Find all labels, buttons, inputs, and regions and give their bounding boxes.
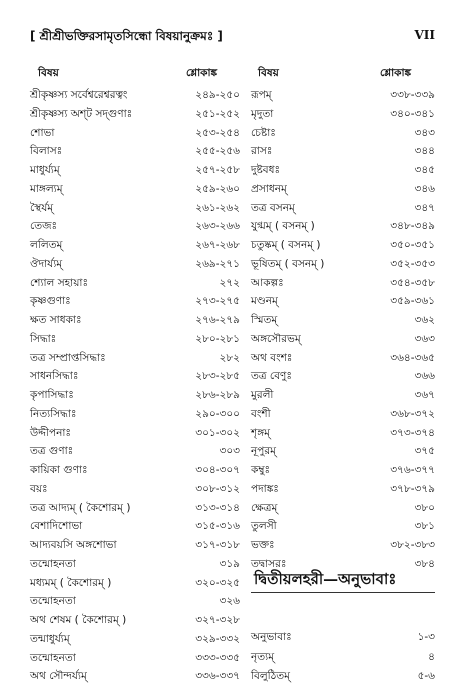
verse-ref: ৩২০-৩২৫ — [195, 577, 240, 589]
topic-name: অথ বংশঃ — [251, 352, 293, 364]
topic-name: মাঙ্গল্যম্ — [30, 183, 63, 195]
index-row — [30, 144, 240, 164]
index-row — [251, 201, 435, 221]
verse-ref: ৩৮৪ — [414, 558, 435, 570]
verse-ref: ৩৫৯-৩৬১ — [390, 295, 435, 307]
index-row — [30, 201, 240, 221]
verse-ref: ২৬৭-২৬৮ — [195, 239, 240, 251]
verse-ref: ৩৬৭ — [414, 389, 435, 401]
index-row — [251, 501, 435, 521]
index-row — [251, 630, 435, 650]
topic-name: রূপম্ — [251, 89, 272, 101]
verse-ref: ৩৩৩-৩৩৫ — [195, 652, 240, 664]
topic-name: তত্র সম্প্রাপ্তসিদ্ধাঃ — [30, 352, 106, 364]
topic-name: মৃদুতা — [251, 108, 274, 120]
index-row — [251, 107, 435, 127]
topic-name: নূপুরম্ — [251, 445, 277, 457]
verse-ref: ২৯০-৩০০ — [195, 408, 240, 420]
index-row — [251, 182, 435, 202]
index-row — [30, 369, 240, 389]
verse-ref: ২৭৩-২৭৫ — [195, 295, 240, 307]
topic-name: সাধনসিদ্ধাঃ — [30, 370, 79, 382]
index-row — [251, 351, 435, 371]
index-row — [30, 669, 240, 689]
verse-ref: ৩৬৪-৩৬৫ — [390, 352, 435, 364]
verse-ref: ২৭২ — [219, 277, 240, 289]
index-row — [30, 519, 240, 539]
verse-ref: ৩৬২ — [414, 314, 435, 326]
index-row — [251, 238, 435, 258]
topic-name: উদ্দীপনাঃ — [30, 427, 71, 439]
page-header — [30, 28, 435, 50]
topic-name: সিদ্ধাঃ — [30, 333, 57, 345]
index-row — [251, 294, 435, 314]
topic-name: রাসঃ — [251, 145, 273, 157]
verse-ref: ৩৬৮-৩৭২ — [390, 408, 435, 420]
verse-ref: ৩৪৩ — [414, 127, 435, 139]
topic-name: ক্ষত সাধকাঃ — [30, 314, 82, 326]
index-row — [30, 463, 240, 483]
index-row — [251, 257, 435, 277]
page-number: VII — [414, 28, 435, 42]
index-row — [30, 313, 240, 333]
verse-ref: ২৫১-২৫২ — [195, 108, 240, 120]
verse-ref: ৩১৫-৩১৬ — [195, 520, 240, 532]
index-row — [30, 651, 240, 671]
index-row — [251, 276, 435, 296]
topic-name: তত্র আদ্যম্ ( কৈশোরম্ ) — [30, 502, 131, 514]
topic-name: কৃপাসিদ্ধাঃ — [30, 389, 74, 401]
index-row — [251, 519, 435, 539]
header-title: [ শ্রীশ্রীভক্তিরসামৃতসিন্ধো বিষয়ানুক্রমঃ ] — [30, 29, 223, 43]
verse-ref: ৩৭৬-৩৭৭ — [390, 464, 435, 476]
topic-name: আকল্পঃ — [251, 277, 284, 289]
index-row — [30, 107, 240, 127]
topic-name: বয়ঃ — [30, 483, 48, 495]
topic-name: যুগ্মম্ ( বসনম্ ) — [251, 220, 315, 232]
verse-ref: ২৮২ — [219, 352, 240, 364]
verse-ref: ৩১৩-৩১৪ — [195, 502, 240, 514]
topic-name: শৃঙ্গম্ — [251, 427, 271, 439]
verse-ref: ২৮০-২৮১ — [195, 333, 240, 345]
verse-ref: ২৬৯-২৭১ — [195, 258, 240, 270]
topic-name: তন্মাধুর্য্যম্ — [30, 633, 70, 645]
verse-ref: ২৫৩-২৫৪ — [195, 127, 240, 139]
topic-name: তন্মোহনতা — [30, 558, 76, 570]
topic-name: শ্যোল সহায়াঃ — [30, 277, 89, 289]
verse-ref: ৩১৭-৩১৮ — [195, 539, 240, 551]
topic-name: কম্বুঃ — [251, 464, 271, 476]
topic-name: শ্রীকৃষ্ণস্য অশ্ট সদ্গুণাঃ — [30, 108, 133, 120]
left-subject-header: বিষয় — [38, 67, 59, 79]
verse-ref: ২৫৯-২৬০ — [195, 183, 240, 195]
index-row — [30, 351, 240, 371]
verse-ref: ১-৩ — [417, 631, 435, 643]
verse-ref: ৩৩৬-৩৩৭ — [195, 670, 240, 682]
index-row — [30, 294, 240, 314]
index-row — [251, 144, 435, 164]
index-row — [30, 576, 240, 596]
verse-ref: ২৬৩-২৬৬ — [195, 220, 240, 232]
index-row — [30, 163, 240, 183]
verse-ref: ৩০৮-৩১২ — [195, 483, 240, 495]
index-row — [251, 444, 435, 464]
index-row — [251, 219, 435, 239]
topic-name: তদ্বাসরঃ — [251, 558, 287, 570]
topic-name: প্রসাধনম্ — [251, 183, 287, 195]
topic-name: কৃষ্ণগুণাঃ — [30, 295, 71, 307]
index-row — [30, 632, 240, 652]
verse-ref: ৩০৩ — [219, 445, 240, 457]
topic-name: কায়িকা গুণাঃ — [30, 464, 88, 476]
verse-ref: ৩৭৮-৩৭৯ — [390, 483, 435, 495]
index-row — [30, 501, 240, 521]
topic-name: ভক্তঃ — [251, 539, 275, 551]
verse-ref: ৩৬৬ — [414, 370, 435, 382]
topic-name: অঙ্গসৌরভম্ — [251, 333, 301, 345]
topic-name: ক্ষেত্রম্ — [251, 502, 278, 514]
section-heading: দ্বিতীয়লহরী—অনুভাবাঃ — [254, 570, 397, 588]
verse-ref: ৩৩৮-৩৩৯ — [390, 89, 435, 101]
index-row — [30, 388, 240, 408]
index-row — [251, 313, 435, 333]
topic-name: পদাঙ্কঃ — [251, 483, 279, 495]
topic-name: মুরলী — [251, 389, 274, 401]
verse-ref: ৩৪৮-৩৪৯ — [390, 220, 435, 232]
index-row — [251, 482, 435, 502]
verse-ref: ৩২৯-৩৩২ — [195, 633, 240, 645]
verse-ref: ৩০৪-৩০৭ — [195, 464, 240, 476]
verse-ref: ৩৭৩-৩৭৪ — [390, 427, 435, 439]
topic-name: চতুষ্কম্ ( বসনম্ ) — [251, 239, 321, 251]
topic-name: বংশী — [251, 408, 271, 420]
verse-ref: ২৪৯-২৫০ — [195, 89, 240, 101]
topic-name: অথ সৌন্দর্য্যম্ — [30, 670, 87, 682]
index-row — [30, 238, 240, 258]
index-row — [251, 388, 435, 408]
topic-name: তন্মোহনতা — [30, 595, 76, 607]
index-row — [30, 594, 240, 614]
index-row — [30, 444, 240, 464]
topic-name: তত্র গুণাঃ — [30, 445, 74, 457]
verse-ref: ৫-৬ — [417, 670, 435, 682]
topic-name: মণ্ডনম্ — [251, 295, 278, 307]
verse-ref: ৩৪৭ — [414, 202, 435, 214]
index-row — [30, 257, 240, 277]
topic-name: তত্র বেণুঃ — [251, 370, 292, 382]
verse-ref: ৩৮১ — [414, 520, 435, 532]
verse-ref: ৩৬৩ — [414, 333, 435, 345]
index-row — [30, 482, 240, 502]
verse-ref: ৩৫০-৩৫১ — [390, 239, 435, 251]
left-ref-header: শ্লোকাঙ্ক — [186, 67, 218, 79]
verse-ref: ৪ — [428, 651, 435, 663]
verse-ref: ৩০১-৩০২ — [195, 427, 240, 439]
topic-name: আদ্যবয়সি অঙ্গশোভা — [30, 539, 117, 551]
topic-name: তেজঃ — [30, 220, 58, 232]
section-rule — [251, 592, 435, 593]
verse-ref: ৩৮০ — [414, 502, 435, 514]
index-row — [251, 669, 435, 689]
index-row — [251, 88, 435, 108]
topic-name: ভূষিতম্ ( বসনম্ ) — [251, 258, 325, 270]
verse-ref: ২৬১-২৬২ — [195, 202, 240, 214]
index-row — [251, 332, 435, 352]
verse-ref: ৩৪৫ — [414, 164, 435, 176]
index-row — [30, 407, 240, 427]
verse-ref: ২৮৩-২৮৫ — [195, 370, 240, 382]
topic-name: অথ শেষম ( কৈশোরম্ ) — [30, 614, 127, 626]
topic-name: মধ্যমম্ ( কৈশোরম্ ) — [30, 577, 112, 589]
topic-name: বেশাদিশোভা — [30, 520, 83, 532]
verse-ref: ৩৫২-৩৫৩ — [390, 258, 435, 270]
topic-name: ঔদার্য্যম্ — [30, 258, 63, 270]
topic-name: বিলুঠিতম্ — [251, 670, 290, 682]
topic-name: তুলসী — [251, 520, 277, 532]
index-row — [30, 126, 240, 146]
right-ref-header: শ্লোকাঙ্ক — [380, 67, 412, 79]
topic-name: তত্র বসনম্ — [251, 202, 295, 214]
verse-ref: ২৮৬-২৮৯ — [195, 389, 240, 401]
topic-name: নিত্যসিদ্ধাঃ — [30, 408, 77, 420]
topic-name: ললিতম্ — [30, 239, 63, 251]
verse-ref: ৩২৭-৩২৮ — [195, 614, 240, 626]
index-row — [30, 219, 240, 239]
topic-name: বিলাসঃ — [30, 145, 63, 157]
topic-name: শ্রীকৃষ্ণস্য সর্বেশ্বরেশ্বরত্বং — [30, 89, 128, 101]
verse-ref: ৩৪৬ — [414, 183, 435, 195]
verse-ref: ২৫৫-২৫৬ — [195, 145, 240, 157]
index-row — [251, 426, 435, 446]
index-row — [251, 163, 435, 183]
verse-ref: ২৫৭-২৫৮ — [195, 164, 240, 176]
index-row — [30, 613, 240, 633]
topic-name: স্মিতম্ — [251, 314, 278, 326]
index-row — [251, 538, 435, 558]
verse-ref: ৩৭৫ — [414, 445, 435, 457]
index-row — [251, 463, 435, 483]
index-row — [251, 126, 435, 146]
verse-ref: ৩১৯ — [219, 558, 240, 570]
index-row — [30, 426, 240, 446]
topic-name: শোভা — [30, 127, 55, 139]
index-row — [30, 332, 240, 352]
index-row — [251, 650, 435, 670]
verse-ref: ৩২৬ — [219, 595, 240, 607]
topic-name: স্থৈর্যম্ — [30, 202, 54, 214]
verse-ref: ৩৪৪ — [414, 145, 435, 157]
index-row — [30, 276, 240, 296]
verse-ref: ৩৮২-৩৮৩ — [390, 539, 435, 551]
index-row — [30, 88, 240, 108]
verse-ref: ২৭৬-২৭৯ — [195, 314, 240, 326]
topic-name: চেষ্টাঃ — [251, 127, 276, 139]
verse-ref: ৩৪০-৩৪১ — [390, 108, 435, 120]
right-subject-header: বিষয় — [258, 67, 279, 79]
topic-name: নৃত্যম্ — [251, 651, 275, 663]
topic-name: অনুভাবাঃ — [251, 631, 292, 643]
verse-ref: ৩৫৪-৩৫৮ — [390, 277, 435, 289]
index-row — [30, 182, 240, 202]
index-row — [251, 407, 435, 427]
topic-name: দুষ্টবধঃ — [251, 164, 281, 176]
index-row — [30, 557, 240, 577]
index-row — [30, 538, 240, 558]
topic-name: তন্মোহনতা — [30, 652, 76, 664]
index-row — [251, 369, 435, 389]
topic-name: মাধুর্য্যম্ — [30, 164, 60, 176]
